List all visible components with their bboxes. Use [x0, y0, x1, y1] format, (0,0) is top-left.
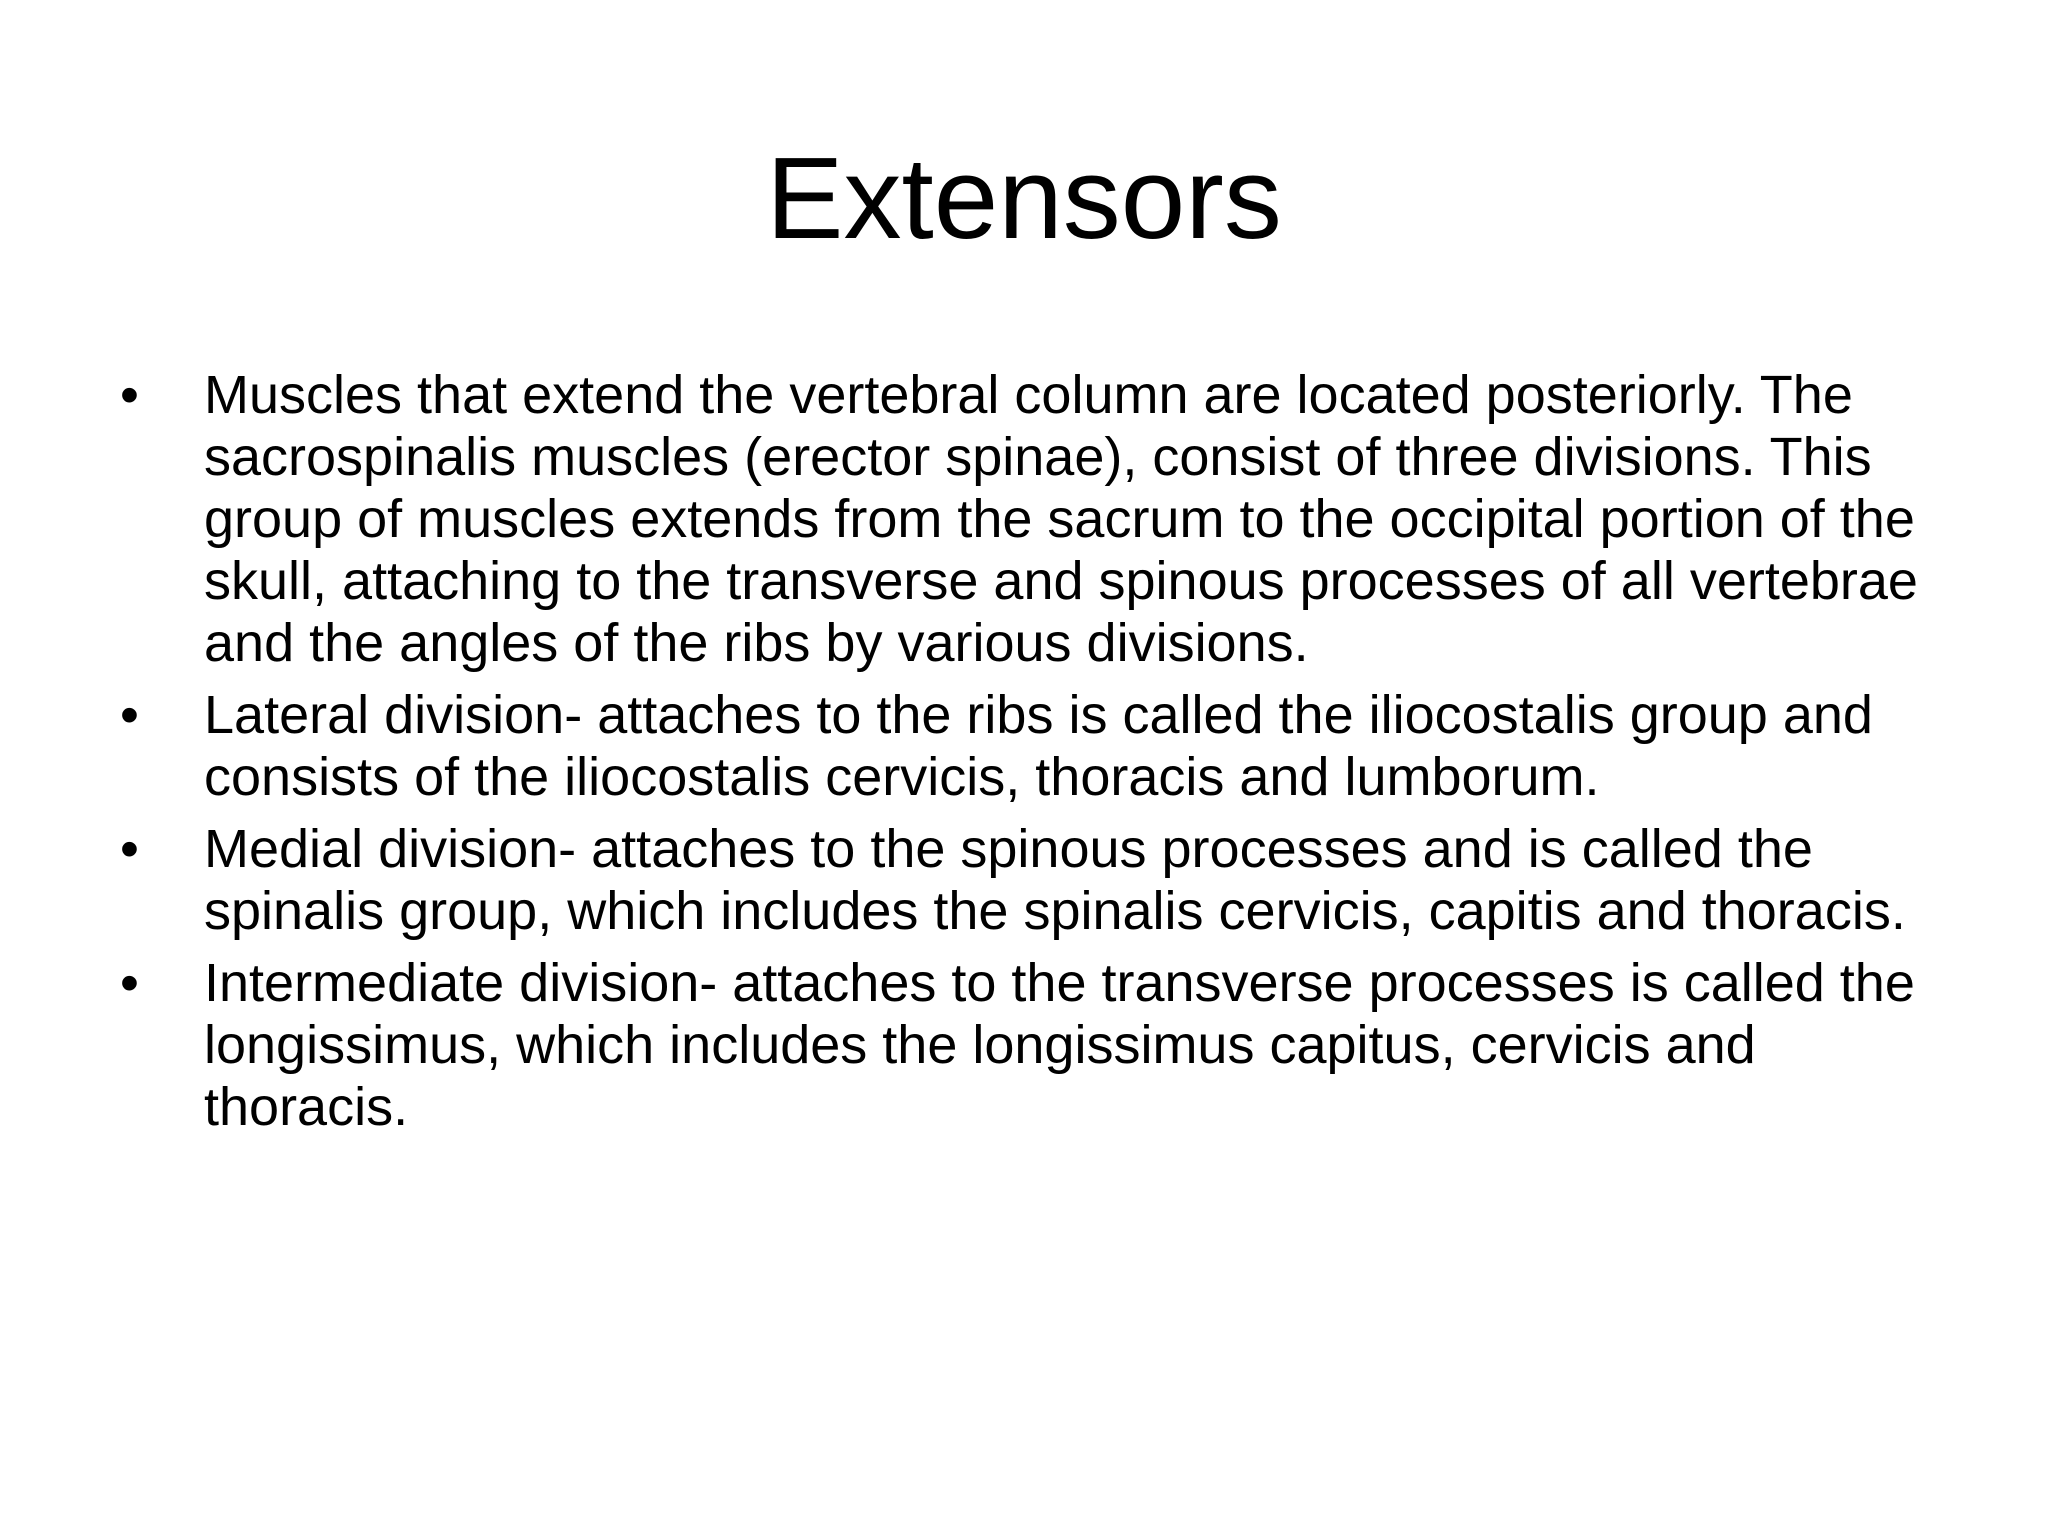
bullet-dot-icon: • [120, 365, 139, 425]
bullet-item [116, 818, 1946, 942]
bullet-text: Muscles that extend the vertebral column are located posteriorly. The sacrospinalis muscles (erector spinae), consist of three divisions. This group of muscles extends from the sacrum to the occipital portion of the skull, attaching to the transverse and spinous processes of all vertebrae and the angles of the ribs by various divisions. [204, 365, 1918, 673]
bullet-text: Lateral division- attaches to the ribs is called the iliocostalis group and consists of the iliocostalis cervicis, thoracis and lumborum. [204, 685, 1873, 807]
bullet-item [116, 364, 1946, 674]
bullet-text: Medial division- attaches to the spinous processes and is called the spinalis group, which includes the spinalis cervicis, capitis and thoracis. [204, 819, 1906, 941]
bullet-item [116, 684, 1946, 808]
bullet-text: Intermediate division- attaches to the transverse processes is called the longissimus, which includes the longissimus capitus, cervicis and thoracis. [204, 953, 1915, 1137]
bullet-dot-icon: • [120, 953, 139, 1013]
bullet-dot-icon: • [120, 685, 139, 745]
bullet-item [116, 952, 1946, 1138]
slide-title: Extensors [766, 133, 1282, 263]
bullet-dot-icon: • [120, 819, 139, 879]
bullet-list [116, 364, 1946, 1148]
